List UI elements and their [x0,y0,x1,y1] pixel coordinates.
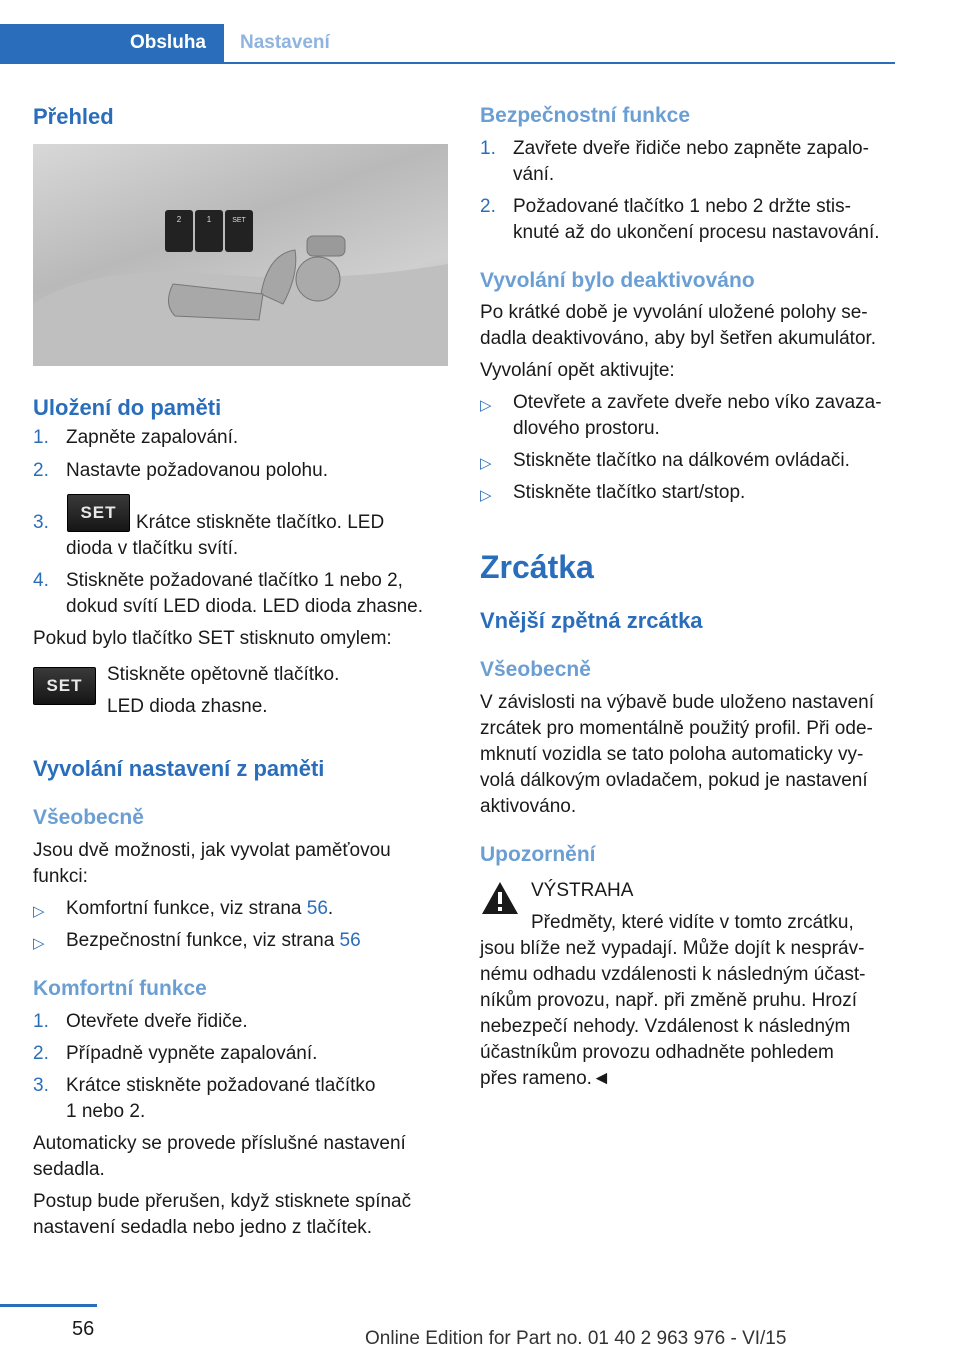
page-link[interactable]: 56 [339,930,361,951]
warning-title: VÝSTRAHA [531,880,634,901]
step-number: 4. [33,570,49,591]
step-text: Zavřete dveře řidiče nebo zapněte zapalo‐ [513,138,869,159]
step-text: Krátce stiskněte tlačítko. LED [136,512,385,533]
warning-text: účastníkům provozu odhadněte pohledem [480,1042,834,1063]
step-text: Případně vypněte zapalování. [66,1043,318,1064]
paragraph: Jsou dvě možnosti, jak vyvolat paměťovou [33,840,391,861]
set-button-icon: SET [33,667,96,705]
step-text: Požadované tlačítko 1 nebo 2 držte stis‐ [513,196,851,217]
heading-safety: Bezpečnostní funkce [480,104,691,127]
photo-label-2: 2 [176,215,182,224]
step-text: Krátce stiskněte požadované tlačítko [66,1075,376,1096]
heading-comfort: Komfortní funkce [33,977,207,1000]
paragraph: Automaticky se provede příslušné nastavení [33,1133,406,1154]
warning-triangle-icon [480,880,520,916]
seat-controls-illustration [33,144,448,366]
heading-general: Všeobecně [480,658,591,681]
heading-deactivated: Vyvolání bylo deaktivováno [480,269,755,292]
step-number: 2. [480,196,496,217]
bullet-triangle-icon: ▷ [480,397,492,414]
bullet-item: Otevřete a zavřete dveře nebo víko zavaza‐ [513,392,882,413]
paragraph: volá dálkovým ovladačem, pokud je nastavení [480,770,868,791]
bullet-item: dlového prostoru. [513,418,660,439]
heading-recall: Vyvolání nastavení z paměti [33,756,325,781]
bullet-item: Bezpečnostní funkce, viz strana 56 [66,930,361,951]
set-button-icon: SET [67,494,130,532]
step-number: 3. [33,512,49,533]
step-text: knuté až do ukončení procesu nastavování. [513,222,880,243]
photo-label-1: 1 [206,215,212,224]
heading-mirrors: Zrcátka [480,549,594,585]
step-text: dokud svítí LED dioda. LED dioda zhasne. [66,596,424,617]
bullet-item: Komfortní funkce, viz strana 56. [66,898,334,919]
step-text: Stiskněte požadované tlačítko 1 nebo 2, [66,570,403,591]
step-text: dioda v tlačítku svítí. [66,538,239,559]
step-text: Nastavte požadovanou polohu. [66,460,328,481]
paragraph: V závislosti na výbavě bude uloženo nastavení [480,692,874,713]
step-text: Otevřete dveře řidiče. [66,1011,248,1032]
paragraph: zrcátek pro momentálně použitý profil. Při ode‐ [480,718,873,739]
warning-text: přes rameno.◄ [480,1068,611,1089]
paragraph: funkci: [33,866,88,887]
warning-text: nebezpečí nehody. Vzdálenost k následným [480,1016,851,1037]
paragraph: Stiskněte opětovně tlačítko. [107,664,340,685]
paragraph: sedadla. [33,1159,105,1180]
paragraph: mknutí vozidla se tato poloha automaticky vy‐ [480,744,864,765]
bullet-triangle-icon: ▷ [480,455,492,472]
step-text: vání. [513,164,555,185]
bullet-triangle-icon: ▷ [480,487,492,504]
step-text: 1 nebo 2. [66,1101,146,1122]
warning-text: níkům provozu, např. při změně pruhu. Hrozí [480,990,858,1011]
paragraph: aktivováno. [480,796,577,817]
paragraph: Vyvolání opět aktivujte: [480,360,675,381]
heading-save-to-memory: Uložení do paměti [33,395,222,420]
step-number: 1. [480,138,496,159]
warning-text: nému odhadu vzdálenosti k následným účast‐ [480,964,866,985]
footer-edition: Online Edition for Part no. 01 40 2 963 976 - VI/15 [365,1328,787,1349]
paragraph: nastavení sedadla nebo jedno z tlačítek. [33,1217,373,1238]
warning-text: Předměty, které vidíte v tomto zrcátku, [531,912,854,933]
paragraph: LED dioda zhasne. [107,696,268,717]
tab-nastaveni[interactable]: Nastavení [240,32,330,53]
paragraph: Postup bude přerušen, když stisknete spínač [33,1191,412,1212]
tab-obsluha[interactable]: Obsluha [0,24,224,62]
photo-label-set: SET [232,217,246,224]
heading-notice: Upozornění [480,843,596,866]
bullet-triangle-icon: ▷ [33,935,45,952]
warning-text: jsou blíže než vypadají. Může dojít k nespráv‐ [480,938,865,959]
heading-outer-mirrors: Vnější zpětná zrcátka [480,608,703,633]
step-text: Zapněte zapalování. [66,427,239,448]
bullet-item: Stiskněte tlačítko na dálkovém ovládači. [513,450,850,471]
bullet-item: Stiskněte tlačítko start/stop. [513,482,746,503]
step-number: 2. [33,1043,49,1064]
step-number: 3. [33,1075,49,1096]
step-number: 1. [33,1011,49,1032]
page-number: 56 [72,1318,95,1340]
heading-general: Všeobecně [33,806,144,829]
step-number: 2. [33,460,49,481]
step-number: 1. [33,427,49,448]
page-link[interactable]: 56 [306,898,328,919]
bullet-triangle-icon: ▷ [33,903,45,920]
paragraph: dadla deaktivováno, aby byl šetřen akumulátor. [480,328,877,349]
paragraph: Pokud bylo tlačítko SET stisknuto omylem: [33,628,392,649]
footer-line [0,1304,97,1307]
paragraph: Po krátké době je vyvolání uložené polohy se‐ [480,302,868,323]
seat-controls-photo [33,144,448,366]
heading-prehled: Přehled [33,104,114,129]
